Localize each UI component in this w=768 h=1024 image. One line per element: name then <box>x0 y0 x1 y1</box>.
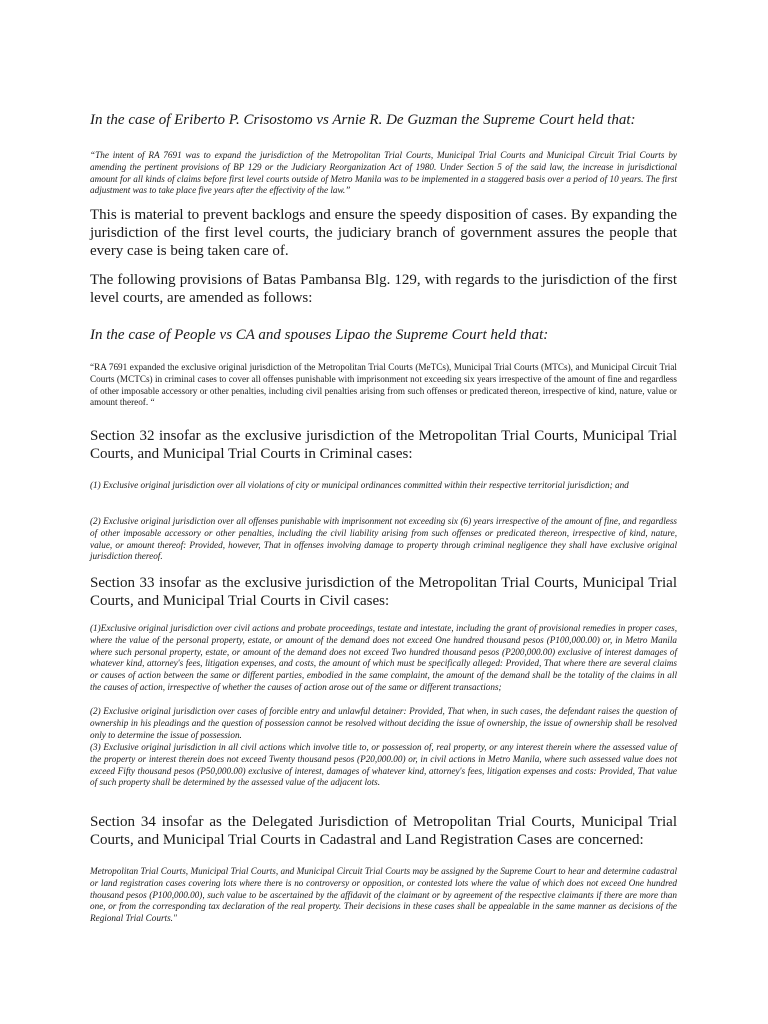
quote-crisostomo: “The intent of RA 7691 was to expand the jurisdiction of the Metropolitan Trial Courts, Municipal Trial Courts and Municipal Circuit Trial Courts by amending the pertinent provisions of BP 129 or the Judiciary Reorganization Act of 1980. Under Section 5 of the said law, the increase in jurisdictional amount for all kinds of claims before first level courts outside of Metro Manila was to be implemented in a staggered basis over a period of 10 years. The first adjustment was to take place five years after the effectivity of the law.” <box>90 150 677 196</box>
case-heading-lipao: In the case of People vs CA and spouses Lipao the Supreme Court held that: <box>90 327 549 343</box>
section-32-item-1: (1) Exclusive original jurisdiction over all violations of city or municipal ordinances committed within their respective territorial jurisdiction; and <box>90 480 629 490</box>
paragraph-backlogs: This is material to prevent backlogs and ensure the speedy disposition of cases. By expanding the jurisdiction of the first level courts, the judiciary branch of government assures the people that every case is being taken care of. <box>90 207 677 259</box>
case-heading-crisostomo: In the case of Eriberto P. Crisostomo vs Arnie R. De Guzman the Supreme Court held that: <box>90 112 636 128</box>
section-34-title: Section 34 insofar as the Delegated Jurisdiction of Metropolitan Trial Courts, Municipal Trial Courts, and Municipal Trial Courts in Cadastral and Land Registration Cases are concerned: <box>90 814 677 848</box>
section-33-item-1: (1)Exclusive original jurisdiction over civil actions and probate proceedings, testate and intestate, including the grant of provisional remedies in proper cases, where the value of the personal property, estate, or amount of the demand does not exceed One hundred thousand pesos (P100,000.00) or, in Metro Manila where such personal property, estate, or amount of the demand does not exceed Two hundred thousand pesos (P200,000.00) exclusive of interest damages of whatever kind, attorney's fees, litigation expenses, and costs, the amount of which must be specifically alleged: Provided, That where there are several claims or causes of action between the same or different parties, embodied in the same complaint, the amount of the demand shall be the totality of the claims in all the causes of action, irrespective of whether the causes of action arose out of the same or different transactions; <box>90 623 677 692</box>
paragraph-bp129-provisions: The following provisions of Batas Pambansa Blg. 129, with regards to the jurisdiction of the first level courts, are amended as follows: <box>90 272 677 306</box>
section-32-item-2: (2) Exclusive original jurisdiction over all offenses punishable with imprisonment not exceeding six (6) years irrespective of the amount of fine, and regardless of other imposable accessory or other penalties, including the civil liability arising from such offenses or predicated thereon, irrespective of kind, nature, value, or amount thereof: Provided, however, That in offenses involving damage to property through criminal negligence they shall have exclusive original jurisdiction thereof. <box>90 516 677 562</box>
section-33-item-2: (2) Exclusive original jurisdiction over cases of forcible entry and unlawful detainer: Provided, That when, in such cases, the defendant raises the question of ownership in his pleadings and the question of possession cannot be resolved without deciding the issue of ownership, the issue of ownership shall be resolved only to determine the issue of possession. <box>90 706 677 740</box>
quote-lipao: “RA 7691 expanded the exclusive original jurisdiction of the Metropolitan Trial Courts (MeTCs), Municipal Trial Courts (MTCs), and Municipal Circuit Trial Courts (MCTCs) in criminal cases to cover all offenses punishable with imprisonment not exceeding six years irrespective of the amount of fine and regardless of other imposable accessory or other penalties, including civil penalties arising from such offenses or predicated thereon, irrespective of kind, nature, value or amount thereof. “ <box>90 362 677 408</box>
section-33-title: Section 33 insofar as the exclusive jurisdiction of the Metropolitan Trial Courts, Municipal Trial Courts, and Municipal Trial Courts in Civil cases: <box>90 575 677 609</box>
section-34-body: Metropolitan Trial Courts, Municipal Trial Courts, and Municipal Circuit Trial Courts may be assigned by the Supreme Court to hear and determine cadastral or land registration cases covering lots where there is no controversy or opposition, or contested lots where the value of which does not exceed One hundred thousand pesos (P100,000.00), such value to be ascertained by the affidavit of the claimant or by agreement of the respective claimants if there are more than one, or from the corresponding tax declaration of the real property. Their decisions in these cases shall be appealable in the same manner as decisions of the Regional Trial Courts." <box>90 866 677 924</box>
section-33-item-3: (3) Exclusive original jurisdiction in all civil actions which involve title to, or possession of, real property, or any interest therein where the assessed value of the property or interest therein does not exceed Twenty thousand pesos (P20,000.00) or, in civil actions in Metro Manila, where such assessed value does not exceed Fifty thousand pesos (P50,000.00) exclusive of interest, damages of whatever kind, attorney's fees, litigation expenses and costs: Provided, That value of such property shall be determined by the assessed value of the adjacent lots. <box>90 742 677 788</box>
section-32-title: Section 32 insofar as the exclusive jurisdiction of the Metropolitan Trial Courts, Municipal Trial Courts, and Municipal Trial Courts in Criminal cases: <box>90 428 677 462</box>
